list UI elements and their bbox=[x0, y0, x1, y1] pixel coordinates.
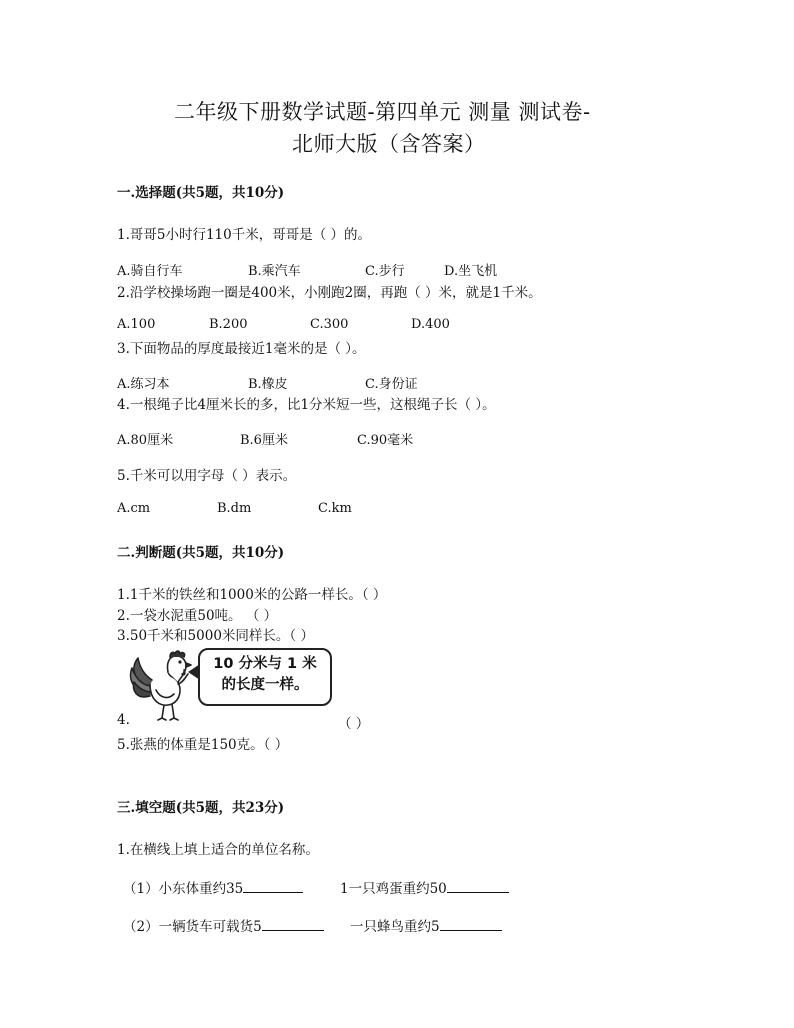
s1-q3-option-a: A.练习本 bbox=[117, 377, 170, 392]
speech-bubble-line2: 的长度一样。 bbox=[221, 677, 309, 693]
s1-q2-option-c: C.300 bbox=[310, 317, 349, 332]
s2-question-5: 5.张燕的体重是150克。（ ） bbox=[117, 737, 289, 753]
s2-question-3: 3.50千米和5000米同样长。（ ） bbox=[117, 628, 314, 644]
s1-q1-option-b: B.乘汽车 bbox=[248, 264, 301, 279]
speech-bubble-text bbox=[210, 654, 320, 696]
speech-bubble-line1: 10 分米与 1 米 bbox=[213, 656, 317, 672]
s1-question-3: 3.下面物品的厚度最接近1毫米的是（ ）。 bbox=[117, 341, 366, 357]
s2-question-2: 2.一袋水泥重50吨。 （ ） bbox=[117, 608, 278, 624]
s1-q5-option-b: B.dm bbox=[217, 501, 252, 516]
s3-question-1: 1.在横线上填上适合的单位名称。 bbox=[117, 842, 319, 858]
page-title-line2: 北师大版（含答案） bbox=[292, 132, 486, 156]
s3-row1-left-text: （1）小东体重约35 bbox=[123, 881, 244, 897]
s1-q2-option-d: D.400 bbox=[411, 317, 450, 332]
s3-row2-right-text: 一只蜂鸟重约5 bbox=[350, 919, 440, 935]
s3-row2-right-blank[interactable] bbox=[440, 916, 502, 931]
s3-row2-left-blank[interactable] bbox=[262, 916, 324, 931]
rooster-illustration bbox=[128, 648, 192, 722]
section1-heading: 一.选择题(共5题，共10分) bbox=[117, 185, 285, 201]
s1-question-5: 5.千米可以用字母（ ）表示。 bbox=[117, 468, 297, 484]
s2-question-1: 1.1千米的铁丝和1000米的公路一样长。（ ） bbox=[117, 587, 387, 603]
s3-row1-right-blank[interactable] bbox=[447, 878, 509, 893]
s1-q1-option-a: A.骑自行车 bbox=[117, 264, 183, 279]
s1-q3-option-c: C.身份证 bbox=[365, 377, 418, 392]
s2-question-4-paren: （ ） bbox=[338, 716, 370, 732]
section3-heading: 三.填空题(共5题，共23分) bbox=[117, 800, 285, 816]
s2-question-4-number: 4. bbox=[117, 712, 130, 728]
s1-q5-option-c: C.km bbox=[318, 501, 352, 516]
s1-q3-option-b: B.橡皮 bbox=[248, 377, 288, 392]
s3-row2-right bbox=[350, 915, 502, 935]
s1-question-4: 4.一根绳子比4厘米长的多，比1分米短一些，这根绳子长（ ）。 bbox=[117, 397, 496, 413]
s1-q4-option-a: A.80厘米 bbox=[117, 433, 174, 448]
section2-heading: 二.判断题(共5题，共10分) bbox=[117, 545, 285, 561]
s1-q5-option-a: A.cm bbox=[117, 501, 151, 516]
s3-row1-right bbox=[340, 877, 509, 897]
s1-q4-option-b: B.6厘米 bbox=[240, 433, 288, 448]
s3-row1-left-blank[interactable] bbox=[243, 878, 303, 893]
s1-q4-option-c: C.90毫米 bbox=[357, 433, 414, 448]
page-title-line1: 二年级下册数学试题-第四单元 测量 测试卷- bbox=[174, 100, 591, 124]
s1-q1-option-c: C.步行 bbox=[365, 264, 405, 279]
s1-q2-option-a: A.100 bbox=[117, 317, 156, 332]
s3-row1-right-text: 1一只鸡蛋重约50 bbox=[340, 881, 447, 897]
s3-row2-left bbox=[123, 915, 324, 935]
s3-row2-left-text: （2）一辆货车可载货5 bbox=[123, 919, 262, 935]
s3-row1-left bbox=[123, 877, 303, 897]
s1-q2-option-b: B.200 bbox=[209, 317, 248, 332]
s1-question-1: 1.哥哥5小时行110千米，哥哥是（ ）的。 bbox=[117, 227, 372, 243]
s1-question-2: 2.沿学校操场跑一圈是400米，小刚跑2圈，再跑（ ）米，就是1千米。 bbox=[117, 285, 542, 301]
s1-q1-option-d: D.坐飞机 bbox=[444, 264, 498, 279]
